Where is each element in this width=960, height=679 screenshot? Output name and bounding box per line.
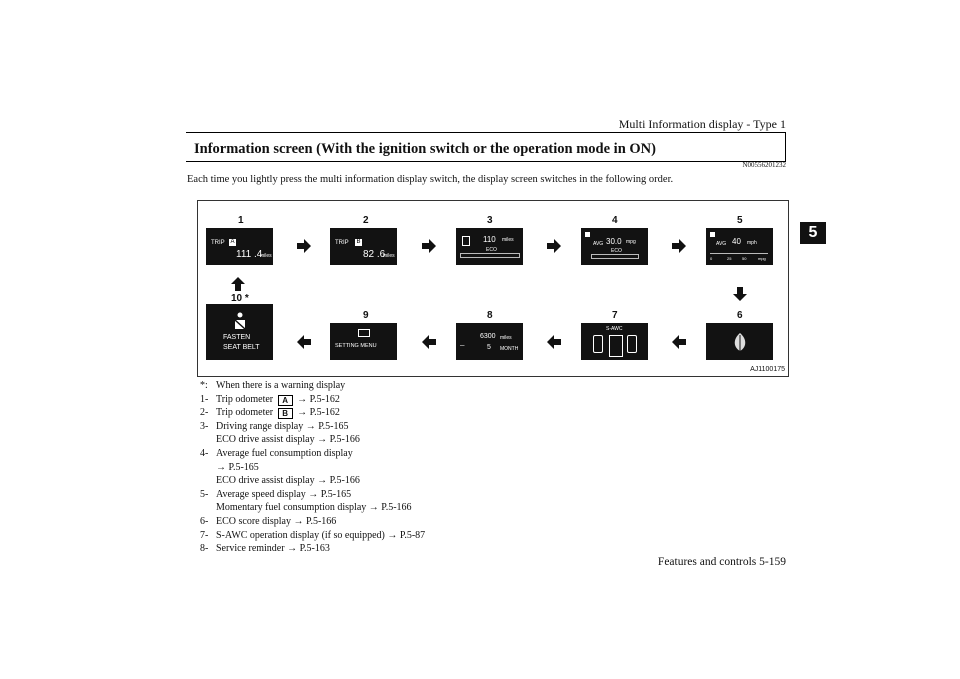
legend-index: 4- <box>200 447 209 459</box>
legend-index: 6- <box>200 515 209 527</box>
section-title: Information screen (With the ignition switch or the operation mode in ON) <box>194 141 656 157</box>
avg-value: 30.0 <box>606 237 622 246</box>
legend-item <box>200 393 425 407</box>
screen-number: 1 <box>238 215 244 226</box>
trip-badge: A <box>230 239 235 245</box>
arrow-right-icon <box>672 239 686 253</box>
range-unit: miles <box>502 237 514 243</box>
legend-item <box>200 515 425 529</box>
trip-unit: miles <box>383 253 395 259</box>
trip-unit: miles <box>260 253 272 259</box>
trip-value: 111 .4 <box>236 249 263 260</box>
avg-label: AVG <box>593 241 604 247</box>
avg-label: AVG <box>716 241 727 247</box>
service-distance-unit: miles <box>500 335 512 341</box>
screen-seat-belt <box>206 304 273 360</box>
arrow-right-icon <box>547 239 561 253</box>
avg-unit: mpg <box>626 239 636 245</box>
arrow-right-icon <box>422 239 436 253</box>
page-footer: Features and controls 5-159 <box>657 556 786 568</box>
arrow-right-icon <box>297 239 311 253</box>
scale-label: 50 <box>742 256 747 261</box>
screen-service-reminder <box>456 323 523 360</box>
trip-label: TRIP <box>211 240 225 246</box>
doc-id: N00556201232 <box>742 161 786 169</box>
figure-code: AJ1100175 <box>750 366 785 373</box>
legend-text: ECO score display → P.5-166 <box>216 515 337 527</box>
legend-index: 7- <box>200 529 209 541</box>
speed-value: 40 <box>732 237 741 246</box>
warning-line-2: SEAT BELT <box>223 344 260 351</box>
scale-label: 0 <box>710 256 713 261</box>
screen-number: 7 <box>612 310 618 321</box>
legend-continuation: Momentary fuel consumption display → P.5-166 <box>216 502 412 514</box>
screen-number: 4 <box>612 215 618 226</box>
service-distance: 6300 <box>480 333 496 340</box>
screen-number: 5 <box>737 215 743 226</box>
legend-index: 8- <box>200 543 209 555</box>
screen-number: 8 <box>487 310 493 321</box>
seat-belt-icon <box>232 312 248 330</box>
screen-avg-fuel <box>581 228 648 265</box>
legend-text: Service reminder → P.5-163 <box>216 543 330 555</box>
wrench-icon: ⎯ <box>460 340 465 350</box>
arrow-up-icon <box>231 277 245 291</box>
arrow-left-icon <box>672 335 686 349</box>
fuel-pump-icon <box>462 236 470 246</box>
toolbox-icon <box>358 329 370 337</box>
eco-bar <box>460 253 520 258</box>
legend-item <box>200 406 425 420</box>
setting-menu-label: SETTING MENU <box>335 343 377 349</box>
legend-index: 5- <box>200 488 209 500</box>
warning-line-1: FASTEN <box>223 334 251 341</box>
arrow-left-icon <box>297 335 311 349</box>
trip-value: 82 .6 <box>363 249 386 260</box>
figure-legend <box>200 379 425 556</box>
eco-leaf-icon <box>731 331 749 353</box>
range-value: 110 <box>483 235 496 244</box>
trip-label: TRIP <box>335 240 349 246</box>
legend-index: 2- <box>200 407 209 419</box>
trip-badge: B <box>356 239 361 245</box>
legend-text: When there is a warning display <box>216 380 346 391</box>
legend-index: *: <box>200 380 208 391</box>
scale-label: 25 <box>727 256 732 261</box>
legend-text: Trip odometer <box>216 393 274 405</box>
legend-index: 3- <box>200 420 209 432</box>
odometer-b-badge: B <box>278 408 293 419</box>
screen-number: 10 * <box>231 293 249 304</box>
display-sequence-figure <box>197 200 789 377</box>
screen-number: 3 <box>487 215 493 226</box>
legend-text: Average fuel consumption display <box>216 447 353 459</box>
arrow-down-icon <box>733 287 747 301</box>
legend-item <box>200 379 425 393</box>
legend-continuation: ECO drive assist display → P.5-166 <box>216 434 360 446</box>
service-months-unit: MONTH <box>500 346 519 352</box>
legend-item <box>200 420 425 434</box>
legend-continuation: → P.5-165 <box>216 461 259 473</box>
screen-number: 9 <box>363 310 369 321</box>
car-body-icon <box>609 335 623 357</box>
legend-text: Average speed display → P.5-165 <box>216 488 352 500</box>
legend-item <box>200 542 425 556</box>
left-wheel-icon <box>593 335 603 353</box>
running-head: Multi Information display - Type 1 <box>618 117 786 131</box>
legend-text: Driving range display → P.5-165 <box>216 420 349 432</box>
speed-unit: mph <box>747 240 757 246</box>
screen-number: 2 <box>363 215 369 226</box>
chapter-tab: 5 <box>800 222 826 244</box>
legend-text: Trip odometer <box>216 407 274 419</box>
legend-ref-link[interactable]: → P.5-162 <box>297 407 340 419</box>
legend-item <box>200 488 425 502</box>
screen-setting-menu <box>330 323 397 360</box>
arrow-left-icon <box>547 335 561 349</box>
eco-label: ECO <box>486 247 497 253</box>
odometer-a-badge: A <box>278 395 293 406</box>
scale-label: mpg <box>758 256 766 261</box>
s-awc-label: S-AWC <box>606 326 623 332</box>
screen-trip-a <box>206 228 273 265</box>
screen-s-awc <box>581 323 648 360</box>
eco-label: ECO <box>611 248 622 254</box>
badge-a-icon <box>710 232 715 237</box>
momentary-scale <box>710 253 768 254</box>
legend-ref-link[interactable]: → P.5-162 <box>297 393 340 405</box>
legend-continuation: ECO drive assist display → P.5-166 <box>216 475 360 487</box>
arrow-left-icon <box>422 335 436 349</box>
right-wheel-icon <box>627 335 637 353</box>
screen-trip-b <box>330 228 397 265</box>
intro-paragraph: Each time you lightly press the multi information display switch, the display screen switches in the following order. <box>187 174 674 185</box>
eco-bar <box>591 254 639 259</box>
legend-index: 1- <box>200 393 209 405</box>
legend-item <box>200 529 425 543</box>
service-months: 5 <box>487 344 491 351</box>
screen-driving-range <box>456 228 523 265</box>
screen-eco-score <box>706 323 773 360</box>
screen-avg-speed <box>706 228 773 265</box>
legend-text: S-AWC operation display (if so equipped) → P.5-87 <box>216 529 426 541</box>
screen-number: 6 <box>737 310 743 321</box>
legend-item <box>200 447 425 461</box>
badge-a-icon <box>585 232 590 237</box>
